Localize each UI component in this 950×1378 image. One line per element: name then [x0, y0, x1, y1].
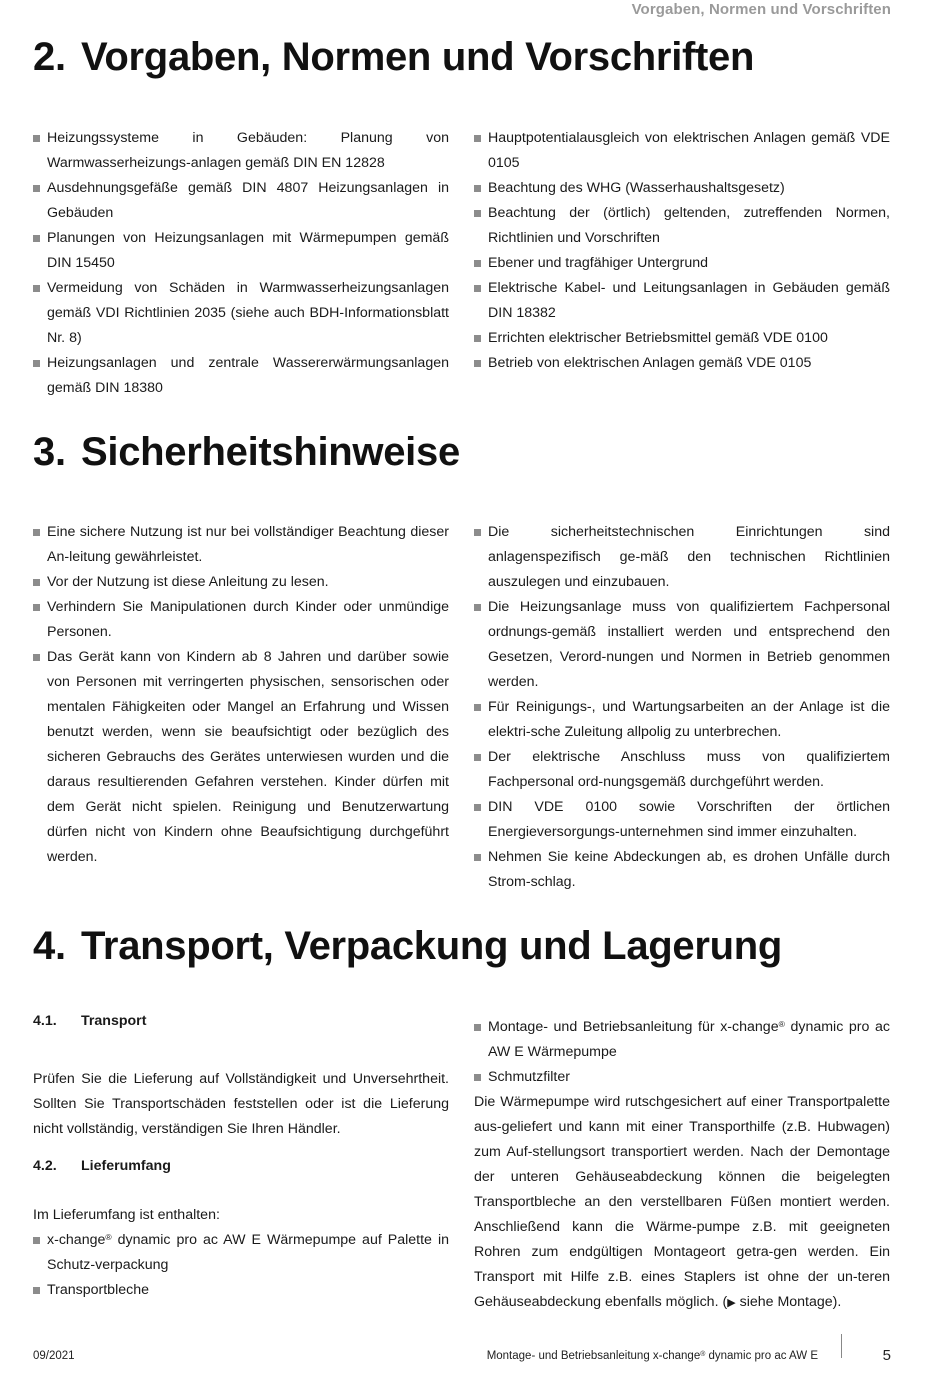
section-3-left-column — [33, 520, 449, 870]
arrow-icon: ▶ — [727, 1297, 736, 1309]
list-item: Für Reinigungs-, und Wartungsarbeiten an der Anlage ist die elektri-sche Zuleitung allpolig zu unterbrechen. — [474, 695, 890, 745]
item-text: Montage- und Betriebsanleitung für x-change — [488, 1019, 779, 1035]
section-3-right-column — [474, 520, 890, 895]
list-item: Heizungssysteme in Gebäuden: Planung von Warmwasserheizungs-anlagen gemäß DIN EN 12828 — [33, 126, 449, 176]
item-text: dynamic pro ac AW E Wärmepumpe auf Palette in Schutz-verpackung — [47, 1232, 449, 1273]
list-item: Schmutzfilter — [474, 1065, 890, 1090]
delivery-intro: Im Lieferumfang ist enthalten: — [33, 1207, 220, 1223]
list-item: Der elektrische Anschluss muss von qualifiziertem Fachpersonal ord-nungsgemäß durchgeführt werden. — [474, 745, 890, 795]
running-header: Vorgaben, Normen und Vorschriften — [631, 1, 891, 18]
list-item: Beachtung der (örtlich) geltenden, zutreffenden Normen, Richtlinien und Vorschriften — [474, 201, 890, 251]
section-number: 3. — [33, 430, 66, 474]
footer-date: 09/2021 — [33, 1350, 75, 1362]
list-item: Planungen von Heizungsanlagen mit Wärmepumpen gemäß DIN 15450 — [33, 226, 449, 276]
list-item: Verhindern Sie Manipulationen durch Kinder oder unmündige Personen. — [33, 595, 449, 645]
section-number: 2. — [33, 35, 66, 79]
registered-mark: ® — [105, 1231, 112, 1242]
list-item: Vor der Nutzung ist diese Anleitung zu lesen. — [33, 570, 449, 595]
section-title: Vorgaben, Normen und Vorschriften — [81, 35, 755, 79]
section-title: Sicherheitshinweise — [81, 430, 460, 474]
footer-title-text: Montage- und Betriebsanleitung x-change — [486, 1350, 701, 1362]
list-item: Ebener und tragfähiger Untergrund — [474, 251, 890, 276]
list-item: DIN VDE 0100 sowie Vorschriften der örtlichen Energieversorgungs-unternehmen sind immer einzuhalten. — [474, 795, 890, 845]
list-item: Ausdehnungsgefäße gemäß DIN 4807 Heizungsanlagen in Gebäuden — [33, 176, 449, 226]
registered-mark: ® — [778, 1018, 785, 1029]
section-4-left-column — [33, 1009, 449, 1303]
footer-divider — [841, 1334, 842, 1358]
list-item: Errichten elektrischer Betriebsmittel gemäß VDE 0100 — [474, 326, 890, 351]
registered-mark: ® — [700, 1350, 706, 1358]
list-item: Die sicherheitstechnischen Einrichtungen sind anlagenspezifisch ge-mäß den technischen Richtlinien auszulegen und einzubauen. — [474, 520, 890, 595]
subsection-4-1-heading — [33, 1009, 449, 1034]
section-3-heading — [33, 430, 460, 475]
transport-paragraph: Prüfen Sie die Lieferung auf Vollständigkeit und Unversehrtheit. Sollten Sie Transportschäden feststellen oder ist die Lieferung nicht vollständig, verständigen Sie Ihren Händler. — [33, 1071, 449, 1137]
list-item: Das Gerät kann von Kindern ab 8 Jahren und darüber sowie von Personen mit verringerten physischen, sensorischen oder mentalen Fähigkeiten oder Mangel an Erfahrung und Wissen benutzt werden, wenn sie beaufsichtigt oder bezüglich des sicheren Gebrauchs des Gerätes unterwiesen wurden und die daraus resultierenden Gefahren verstehen. Kinder dürfen mit dem Gerät nicht spielen. Reinigung und Benutzerwartung dürfen nicht von Kindern ohne Beaufsichtigung durchgeführt werden. — [33, 645, 449, 870]
item-text: dynamic pro ac AW E Wärmepumpe — [488, 1019, 890, 1060]
section-2-heading — [33, 35, 754, 80]
section-title: Transport, Verpackung und Lagerung — [81, 924, 783, 968]
list-item: Nehmen Sie keine Abdeckungen ab, es drohen Unfälle durch Strom-schlag. — [474, 845, 890, 895]
transport-description — [474, 1090, 890, 1316]
paragraph-text-end: siehe Montage). — [735, 1294, 842, 1310]
subsection-number: 4.2. — [33, 1158, 57, 1174]
list-item: Beachtung des WHG (Wasserhaushaltsgesetz) — [474, 176, 890, 201]
section-4-right-column — [474, 1015, 890, 1316]
list-item: Elektrische Kabel- und Leitungsanlagen in Gebäuden gemäß DIN 18382 — [474, 276, 890, 326]
subsection-number: 4.1. — [33, 1013, 57, 1029]
product-name: x-change — [47, 1232, 106, 1248]
section-2-left-column — [33, 126, 449, 401]
list-item: Eine sichere Nutzung ist nur bei vollständiger Beachtung dieser An-leitung gewährleistet. — [33, 520, 449, 570]
list-item: Vermeidung von Schäden in Warmwasserheizungsanlagen gemäß VDI Richtlinien 2035 (siehe auch BDH-Informationsblatt Nr. 8) — [33, 276, 449, 351]
page-number: 5 — [882, 1347, 891, 1364]
section-4-heading — [33, 924, 782, 969]
list-item: Betrieb von elektrischen Anlagen gemäß VDE 0105 — [474, 351, 890, 376]
list-item: Transportbleche — [33, 1278, 449, 1303]
footer-title-text-end: dynamic pro ac AW E — [705, 1350, 818, 1362]
section-2-right-column — [474, 126, 890, 376]
footer-title — [487, 1350, 818, 1362]
list-item: Die Heizungsanlage muss von qualifiziertem Fachpersonal ordnungs-gemäß installiert werden und entsprechend den Gesetzen, Verord-nungen und Normen in Betrieb genommen werden. — [474, 595, 890, 695]
list-item — [474, 1015, 890, 1065]
page-footer — [33, 1348, 891, 1370]
subsection-title: Transport — [81, 1013, 147, 1029]
list-item: Heizungsanlagen und zentrale Wassererwärmungsanlagen gemäß DIN 18380 — [33, 351, 449, 401]
subsection-title: Lieferumfang — [81, 1158, 171, 1174]
section-number: 4. — [33, 924, 66, 968]
subsection-4-2-heading — [33, 1154, 449, 1179]
list-item: Hauptpotentialausgleich von elektrischen Anlagen gemäß VDE 0105 — [474, 126, 890, 176]
list-item — [33, 1228, 449, 1278]
paragraph-text: Die Wärmepumpe wird rutschgesichert auf einer Transportpalette aus-geliefert und kann mit einer Transporthilfe (z.B. Hubwagen) zum Auf-stellungsort transportiert werden. Nach der Demontage der unteren Gehäuseabdeckung können die beigelegten Transportbleche an den verstellbaren Füßen montiert werden. Anschließend kann die Wärme-pumpe z.B. mit geeigneten Rohren zum endgültigen Montageort getra-gen werden. Ein Transport mit Hilfe z.B. eines Staplers ist ohne der un-teren Gehäuseabdeckung ebenfalls möglich. ( — [474, 1094, 890, 1310]
